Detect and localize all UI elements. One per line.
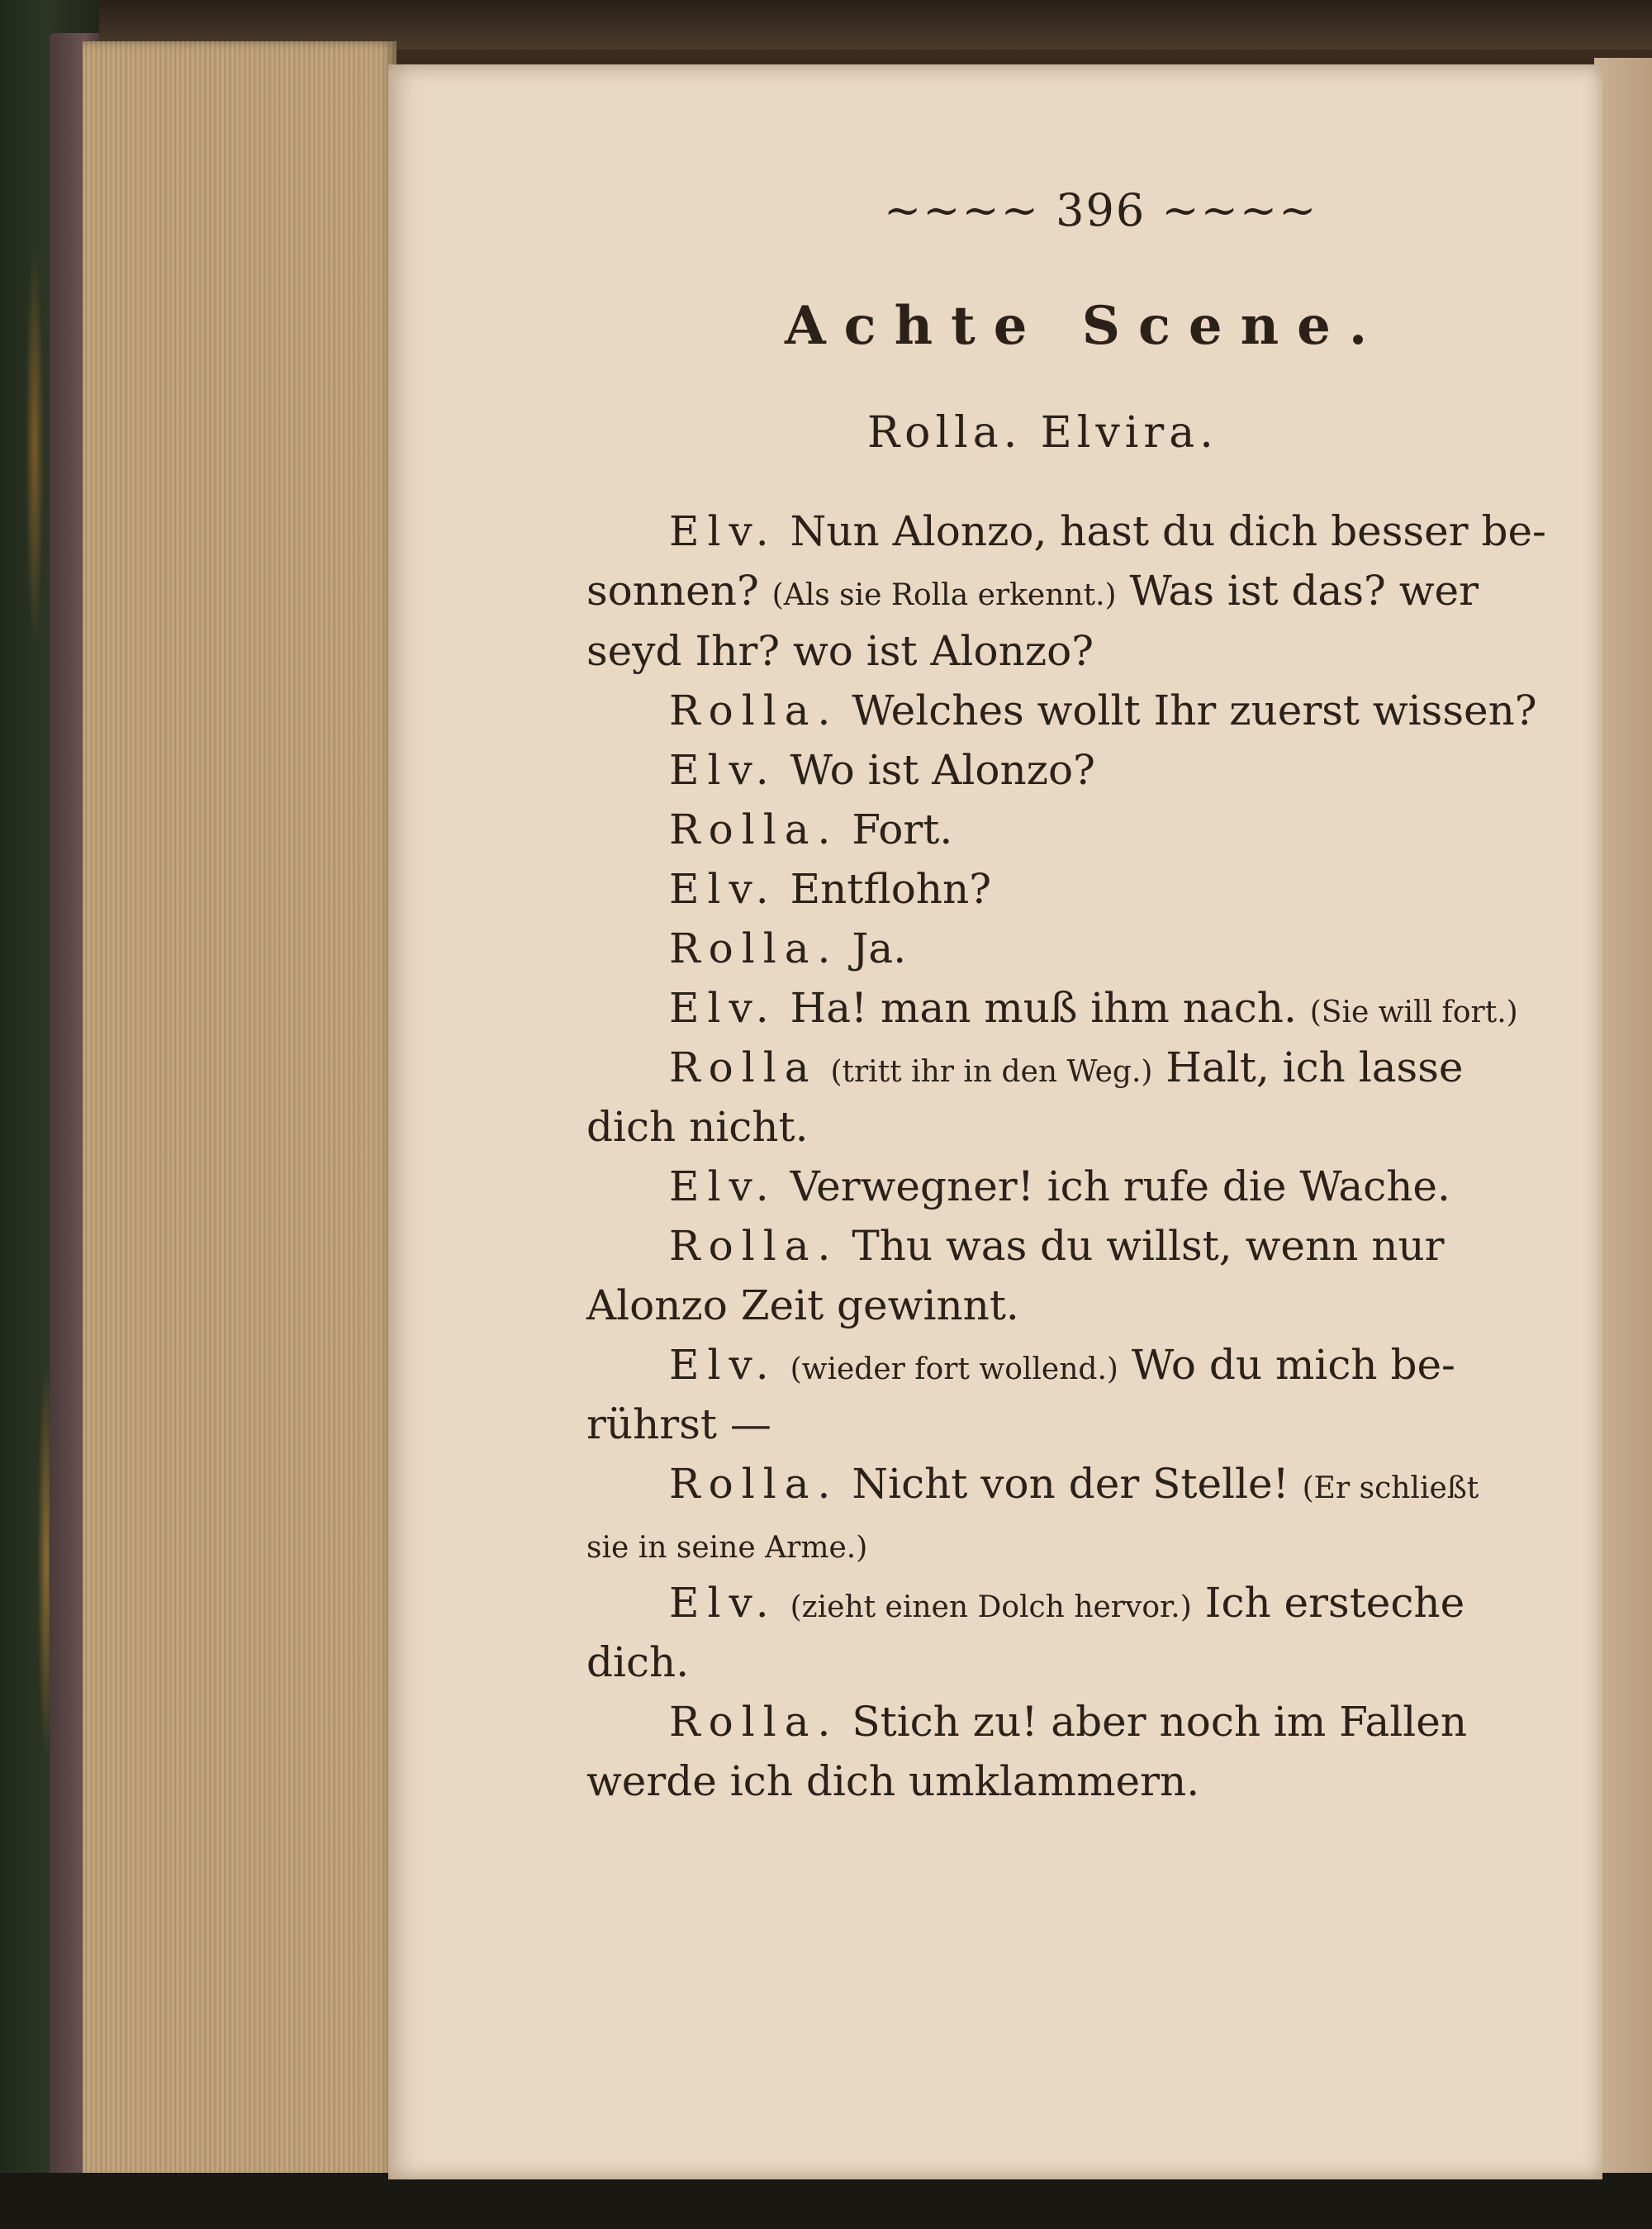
speaker: Elv. [669,1341,777,1389]
speaker: Elv. [669,746,777,794]
stage-direction: (wieder fort wollend.) [790,1352,1118,1386]
dialogue-line [669,1698,1468,1746]
speech: rührst — [586,1400,771,1448]
speech: Alonzo Zeit gewinnt. [586,1281,1019,1329]
page-edges [83,41,396,2181]
speech: Thu was du willst, wenn nur [852,1222,1445,1270]
speech: Ha! man muß ihm nach. [790,984,1297,1032]
speech: werde ich dich umklammern. [586,1757,1200,1805]
stage-direction: (Er schließt [1302,1471,1479,1505]
speech: Ja. [852,924,907,972]
dialogue-line [586,1523,867,1564]
dialogue-line [586,1103,809,1151]
speaker: Rolla. [669,1698,839,1746]
speaker: Elv. [669,865,777,913]
speaker: Elv. [669,984,777,1032]
speech: Fort. [852,806,953,853]
speech: seyd Ihr? wo ist Alonzo? [586,627,1094,675]
dialogue-line [669,1460,1479,1508]
dialogue-line [586,1400,771,1448]
dialogue-line [669,1341,1455,1389]
speech: Was ist das? wer [1129,567,1479,615]
scene-persons: Rolla. Elvira. [867,408,1218,458]
speech: Nun Alonzo, hast du dich besser be- [790,507,1546,555]
speech: Wo ist Alonzo? [790,746,1095,794]
dialogue-line [586,627,1094,675]
dialogue-line [669,1579,1465,1627]
scene-title: Achte Scene. [785,295,1386,357]
speaker: Elv. [669,1579,777,1627]
dialogue-line [669,507,1546,555]
speech: dich. [586,1638,690,1686]
speech: Halt, ich lasse [1165,1043,1464,1091]
speech: Verwegner! ich rufe die Wache. [790,1162,1450,1210]
stage-direction: (Als sie Rolla erkennt.) [771,578,1117,612]
dialogue-line [586,1757,1200,1805]
dialogue-line [669,984,1518,1032]
speech: Entflohn? [790,865,992,913]
stage-direction: (tritt ihr in den Weg.) [830,1055,1153,1089]
facing-page-edge [1594,58,1652,2181]
dialogue-line [669,1162,1450,1210]
dialogue-line [669,1222,1445,1270]
speech: Nicht von der Stelle! [852,1460,1289,1508]
text-page [388,64,1602,2179]
speech: Wo du mich be- [1131,1341,1455,1389]
page-number: ~~~~ 396 ~~~~ [884,184,1318,236]
stage-direction: sie in seine Arme.) [586,1531,868,1565]
speaker: Rolla. [669,806,839,853]
speech: sonnen? [586,567,759,615]
speaker: Rolla. [669,1460,839,1508]
speaker: Rolla. [669,687,839,734]
dialogue-line [669,687,1537,734]
speech: dich nicht. [586,1103,809,1151]
speech: Stich zu! aber noch im Fallen [852,1698,1468,1746]
dialogue-line [669,865,992,913]
speaker: Rolla. [669,924,839,972]
speaker: Elv. [669,1162,777,1210]
speaker: Elv. [669,507,777,555]
dialogue-line [586,567,1479,615]
bottom-background [0,2173,1652,2229]
dialogue-line [669,924,907,972]
dialogue-line [669,746,1095,794]
speaker: Rolla. [669,1222,839,1270]
dialogue-line [586,1281,1019,1329]
stage-direction: (Sie will fort.) [1309,996,1518,1029]
dialogue-line [669,1043,1464,1091]
dialogue-line [586,1638,690,1686]
speaker: Rolla [669,1043,818,1091]
dialogue-line [669,806,953,853]
speech: Ich ersteche [1204,1579,1465,1627]
speech: Welches wollt Ihr zuerst wissen? [852,687,1537,734]
stage-direction: (zieht einen Dolch hervor.) [790,1590,1192,1624]
